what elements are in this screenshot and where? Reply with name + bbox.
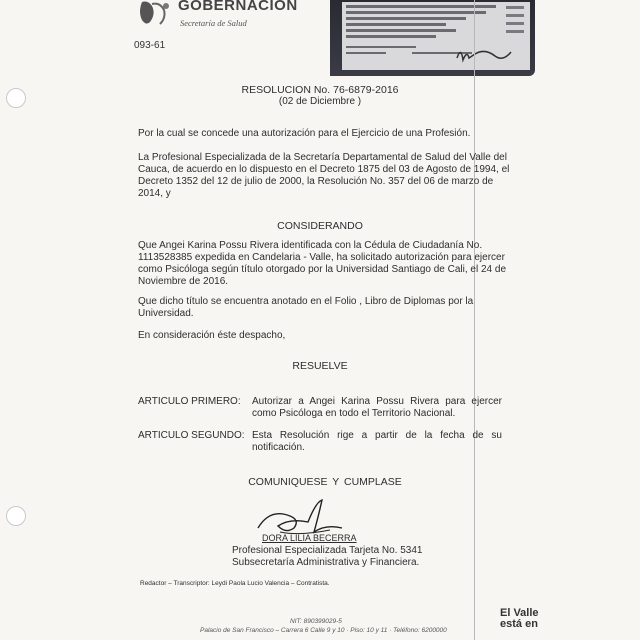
signer-title: Profesional Especializada Tarjeta No. 5341 <box>232 545 423 556</box>
preamble-line: Decreto 1352 del 12 de julio de 2000, la Resolución No. 357 del 06 de marzo de <box>138 176 494 187</box>
article-1-text: Autorizar a Angei Karina Possu Rivera para ejercer como Psicóloga en todo el Territorio Nacional. <box>252 396 502 419</box>
consideration-text: En consideración éste despacho, <box>138 330 286 341</box>
preamble-line: La Profesional Especializada de la Secretaría Departamental de Salud del Valle del <box>138 152 507 163</box>
purpose-text: Por la cual se concede una autorización para el Ejercicio de una Profesión. <box>138 128 471 139</box>
considering-line: Noviembre de 2016. <box>138 276 229 287</box>
org-title: GOBERNACION <box>178 0 298 14</box>
considering-heading: CONSIDERANDO <box>277 220 363 232</box>
punch-hole <box>6 506 26 526</box>
document-code: 093-61 <box>134 40 166 51</box>
resolves-heading: RESUELVE <box>292 360 348 372</box>
slogan-line: El Valle <box>500 607 539 619</box>
article-1-label: ARTICULO PRIMERO: <box>138 396 241 407</box>
article-2-label: ARTICULO SEGUNDO: <box>138 430 245 441</box>
punch-hole <box>6 88 26 108</box>
title-note-line: Universidad. <box>138 308 194 319</box>
org-subtitle: Secretaría de Salud <box>180 18 247 28</box>
footer-nit: NIT: 890399029-5 <box>290 618 342 625</box>
slogan-logo <box>500 608 539 630</box>
preamble-line: 2014, y <box>138 188 171 199</box>
drafted-by: Redactor – Transcriptor: Leydi Paola Lucio Valencia – Contratista. <box>140 580 330 587</box>
signer-department: Subsecretaría Administrativa y Financiera. <box>232 557 420 568</box>
signer-name: DORA LILIA BECERRA <box>262 533 357 543</box>
considering-line: como Psicóloga según título otorgado por la Universidad Santiago de Cali, el 24 de <box>138 264 507 275</box>
considering-line: 1113528385 expedida en Candelaria - Valle, ha solicitado autorización para ejercer <box>138 252 505 263</box>
resolution-date: (02 de Diciembre ) <box>278 96 362 107</box>
stamp-signature-icon <box>455 44 515 66</box>
considering-line: Que Angei Karina Possu Rivera identificada con la Cédula de Ciudadanía No. <box>138 240 483 251</box>
slogan-line: está en <box>500 618 538 630</box>
preamble-line: Cauca, de acuerdo en lo dispuesto en el Decreto 1875 del 03 de Agosto de 1994, el <box>138 164 510 175</box>
footer-address: Palacio de San Francisco – Carrera 6 Calle 9 y 10 · Piso: 10 y 11 · Teléfono: 6200000 <box>200 627 447 634</box>
government-emblem-icon <box>138 0 174 26</box>
resolution-number: RESOLUCION No. 76-6879-2016 <box>241 84 399 96</box>
article-2-text: Esta Resolución rige a partir de la fecha de su notificación. <box>252 430 502 453</box>
closing-text: COMUNIQUESE Y CUMPLASE <box>248 476 402 488</box>
margin-line <box>474 0 475 640</box>
title-note-line: Que dicho título se encuentra anotado en el Folio , Libro de Diplomas por la <box>138 296 474 307</box>
